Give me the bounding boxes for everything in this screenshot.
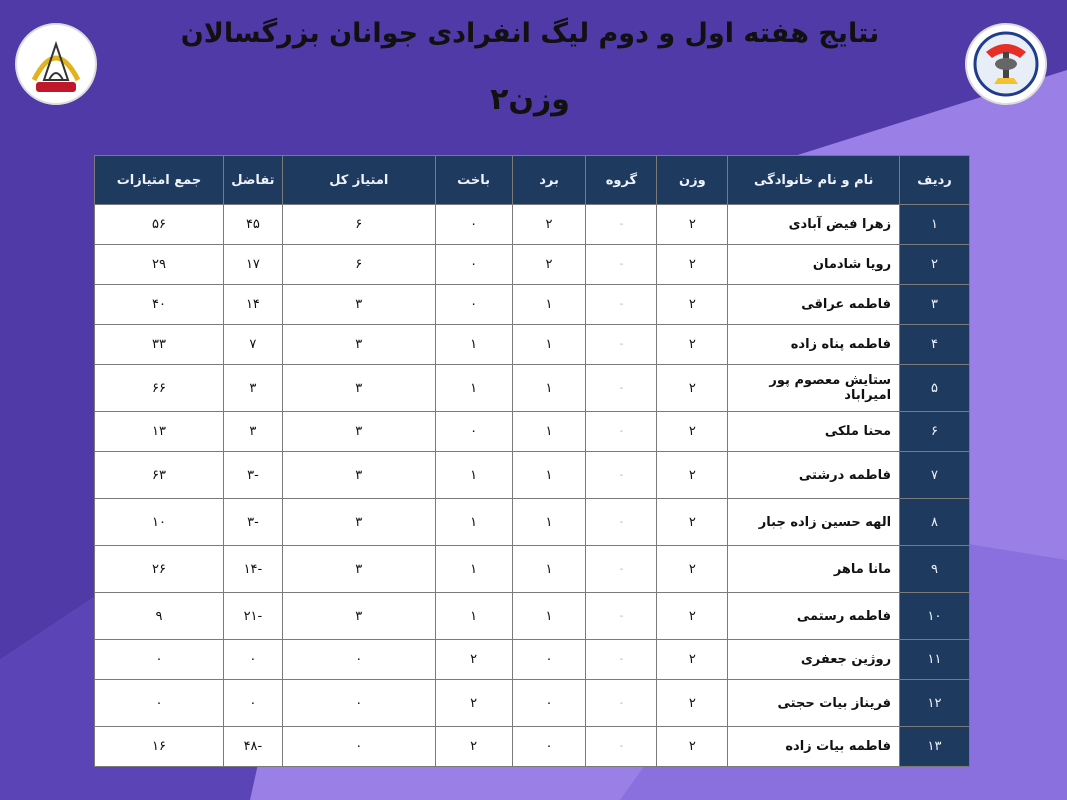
cell-weight: ۲	[657, 325, 728, 365]
cell-points: ۳	[282, 325, 435, 365]
cell-diff: ۱۴	[223, 285, 282, 325]
cell-name: مانا ماهر	[728, 546, 900, 593]
cell-index: ۵	[900, 365, 970, 412]
cell-total: ۴۰	[95, 285, 224, 325]
cell-losses: ۱	[435, 325, 512, 365]
cell-points: ۳	[282, 546, 435, 593]
cell-diff: -۳	[223, 499, 282, 546]
cell-wins: ۲	[512, 245, 586, 285]
table-row	[95, 245, 970, 285]
table-row	[95, 285, 970, 325]
cell-diff: -۲۱	[223, 593, 282, 640]
cell-total: ۱۶	[95, 727, 224, 767]
cell-weight: ۲	[657, 499, 728, 546]
cell-points: ۶	[282, 245, 435, 285]
cell-losses: ۱	[435, 452, 512, 499]
header-total: جمع امتیازات	[95, 156, 224, 205]
table-row	[95, 680, 970, 727]
table-header-row	[95, 156, 970, 205]
header-name: نام و نام خانوادگی	[728, 156, 900, 205]
cell-name: روژین جعفری	[728, 640, 900, 680]
cell-name: فاطمه پناه زاده	[728, 325, 900, 365]
cell-points: ۰	[282, 680, 435, 727]
cell-name: فاطمه عراقی	[728, 285, 900, 325]
cell-wins: ۱	[512, 593, 586, 640]
table-row	[95, 593, 970, 640]
cell-total: ۰	[95, 680, 224, 727]
cell-points: ۳	[282, 593, 435, 640]
cell-group: -	[586, 325, 657, 365]
cell-weight: ۲	[657, 593, 728, 640]
cell-losses: ۰	[435, 412, 512, 452]
cell-total: ۹	[95, 593, 224, 640]
cell-points: ۳	[282, 365, 435, 412]
header-wins: برد	[512, 156, 586, 205]
cell-group: -	[586, 727, 657, 767]
cell-total: ۵۶	[95, 205, 224, 245]
cell-index: ۴	[900, 325, 970, 365]
table-row	[95, 365, 970, 412]
cell-index: ۲	[900, 245, 970, 285]
cell-group: -	[586, 593, 657, 640]
header-diff: تفاضل	[223, 156, 282, 205]
cell-diff: -۳	[223, 452, 282, 499]
cell-group: -	[586, 546, 657, 593]
cell-wins: ۱	[512, 499, 586, 546]
cell-name: محنا ملکی	[728, 412, 900, 452]
cell-group: -	[586, 640, 657, 680]
cell-index: ۱۰	[900, 593, 970, 640]
cell-diff: ۳	[223, 412, 282, 452]
cell-wins: ۱	[512, 285, 586, 325]
cell-losses: ۲	[435, 640, 512, 680]
table-row	[95, 499, 970, 546]
cell-weight: ۲	[657, 727, 728, 767]
cell-weight: ۲	[657, 412, 728, 452]
cell-wins: ۲	[512, 205, 586, 245]
table-row	[95, 452, 970, 499]
cell-points: ۶	[282, 205, 435, 245]
cell-total: ۱۰	[95, 499, 224, 546]
cell-diff: ۷	[223, 325, 282, 365]
cell-total: ۱۳	[95, 412, 224, 452]
cell-weight: ۲	[657, 680, 728, 727]
weight-class-title: وزن۲	[490, 82, 570, 117]
cell-diff: ۱۷	[223, 245, 282, 285]
table-row	[95, 325, 970, 365]
cell-losses: ۰	[435, 285, 512, 325]
cell-points: ۰	[282, 727, 435, 767]
header-points: امتیاز کل	[282, 156, 435, 205]
cell-total: ۶۳	[95, 452, 224, 499]
cell-group: -	[586, 285, 657, 325]
tehran-taekwondo-logo	[964, 22, 1048, 106]
cell-total: ۰	[95, 640, 224, 680]
cell-losses: ۰	[435, 205, 512, 245]
cell-points: ۳	[282, 285, 435, 325]
cell-index: ۹	[900, 546, 970, 593]
cell-index: ۳	[900, 285, 970, 325]
cell-name: فریناز بیات حجتی	[728, 680, 900, 727]
cell-wins: ۱	[512, 452, 586, 499]
cell-wins: ۱	[512, 325, 586, 365]
cell-index: ۱	[900, 205, 970, 245]
cell-wins: ۱	[512, 365, 586, 412]
table-row	[95, 640, 970, 680]
cell-name: ستایش معصوم پور امیراباد	[728, 365, 900, 412]
cell-name: فاطمه بیات زاده	[728, 727, 900, 767]
cell-losses: ۲	[435, 727, 512, 767]
page-title: نتایج هفته اول و دوم لیگ انفرادی جوانان بزرگسالان	[180, 18, 880, 49]
cell-index: ۱۲	[900, 680, 970, 727]
cell-group: -	[586, 452, 657, 499]
cell-total: ۳۳	[95, 325, 224, 365]
cell-diff: ۳	[223, 365, 282, 412]
cell-group: -	[586, 245, 657, 285]
cell-wins: ۰	[512, 727, 586, 767]
cell-wins: ۰	[512, 640, 586, 680]
header-group: گروه	[586, 156, 657, 205]
cell-diff: ۰	[223, 640, 282, 680]
cell-weight: ۲	[657, 245, 728, 285]
header-losses: باخت	[435, 156, 512, 205]
cell-weight: ۲	[657, 452, 728, 499]
cell-weight: ۲	[657, 546, 728, 593]
cell-weight: ۲	[657, 285, 728, 325]
cell-total: ۲۶	[95, 546, 224, 593]
cell-index: ۱۳	[900, 727, 970, 767]
cell-losses: ۲	[435, 680, 512, 727]
table-row	[95, 546, 970, 593]
cell-losses: ۱	[435, 499, 512, 546]
cell-points: ۳	[282, 452, 435, 499]
cell-diff: -۴۸	[223, 727, 282, 767]
cell-losses: ۱	[435, 593, 512, 640]
cell-total: ۶۶	[95, 365, 224, 412]
cell-losses: ۱	[435, 365, 512, 412]
cell-index: ۱۱	[900, 640, 970, 680]
cell-total: ۲۹	[95, 245, 224, 285]
cell-weight: ۲	[657, 205, 728, 245]
cell-group: -	[586, 412, 657, 452]
cell-wins: ۰	[512, 680, 586, 727]
cell-group: -	[586, 680, 657, 727]
cell-weight: ۲	[657, 365, 728, 412]
cell-weight: ۲	[657, 640, 728, 680]
cell-points: ۳	[282, 499, 435, 546]
cell-points: ۰	[282, 640, 435, 680]
cell-wins: ۱	[512, 546, 586, 593]
header-index: ردیف	[900, 156, 970, 205]
cell-group: -	[586, 205, 657, 245]
results-table	[94, 155, 970, 767]
cell-name: رویا شادمان	[728, 245, 900, 285]
cell-diff: ۰	[223, 680, 282, 727]
cell-points: ۳	[282, 412, 435, 452]
cell-index: ۷	[900, 452, 970, 499]
cell-index: ۶	[900, 412, 970, 452]
table-row	[95, 727, 970, 767]
league-organization-logo	[14, 22, 98, 106]
cell-name: الهه حسین زاده جبار	[728, 499, 900, 546]
cell-group: -	[586, 365, 657, 412]
cell-name: زهرا فیض آبادی	[728, 205, 900, 245]
cell-group: -	[586, 499, 657, 546]
cell-name: فاطمه رستمی	[728, 593, 900, 640]
header-weight: وزن	[657, 156, 728, 205]
table-row	[95, 205, 970, 245]
cell-index: ۸	[900, 499, 970, 546]
cell-name: فاطمه درشتی	[728, 452, 900, 499]
cell-losses: ۱	[435, 546, 512, 593]
cell-diff: ۴۵	[223, 205, 282, 245]
cell-wins: ۱	[512, 412, 586, 452]
cell-diff: -۱۴	[223, 546, 282, 593]
cell-losses: ۰	[435, 245, 512, 285]
table-row	[95, 412, 970, 452]
